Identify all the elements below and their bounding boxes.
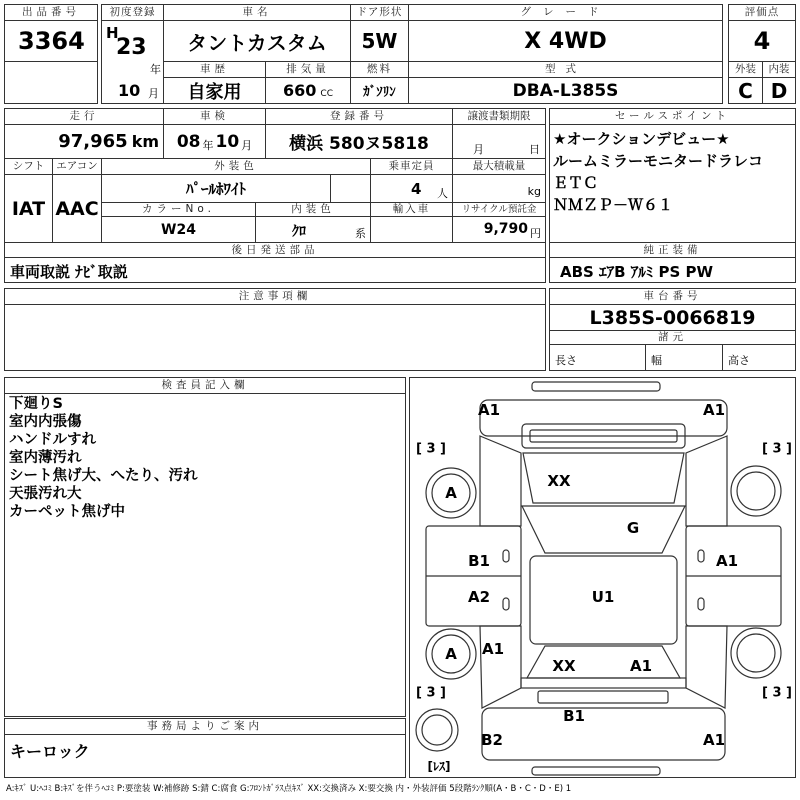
later-parts-label: 後日発送部品 [4, 242, 546, 258]
color-no-value: W24 [101, 216, 256, 243]
grade-value: X 4WD [408, 20, 723, 62]
interior-color-label: 内装色 [255, 202, 371, 217]
registration-year-unit: 年 [150, 63, 161, 76]
office-value: キーロック [10, 742, 90, 761]
door-label: ドア形状 [350, 4, 409, 21]
front-bar-shape [532, 382, 660, 391]
damage-windshield: G [626, 519, 640, 537]
first-registration-label: 初度登録 [101, 4, 164, 21]
lot-number-label: 出品番号 [4, 4, 98, 21]
inspector-line: シート焦げ大、へたり、汚れ [9, 468, 198, 484]
model-value: DBA-L385S [408, 77, 723, 104]
inspector-label: 検査員記入欄 [4, 377, 406, 394]
interior-color-cell [255, 216, 371, 243]
equipment-value: ABS ｴｱB ｱﾙﾐ PS PW [560, 263, 714, 281]
mileage-label: 走行 [4, 108, 164, 125]
spec-length-label: 長さ [555, 354, 577, 367]
capacity-label: 乗車定員 [370, 158, 453, 175]
recycle-value: 9,790 [483, 221, 528, 237]
capacity-cell [370, 174, 453, 203]
inspection-month-unit: 月 [241, 138, 253, 152]
inspection-label: 車検 [163, 108, 266, 125]
door-handle-front-right [698, 550, 704, 562]
front-fender-right-shape [686, 436, 727, 526]
office-body [4, 734, 406, 778]
rear-bumper-shape [482, 708, 725, 760]
damage-wheel-front-left: A [445, 484, 457, 502]
inspector-line: 室内薄汚れ [9, 450, 82, 466]
mileage-unit: km [131, 132, 159, 151]
exterior-grade-value: C [728, 77, 763, 104]
spec-height-cell [722, 344, 796, 371]
inspection-cell [163, 124, 266, 159]
score-label: 評価点 [728, 4, 796, 21]
interior-grade-label: 内装 [762, 61, 796, 78]
damage-hood: XX [547, 472, 571, 490]
sales-point-line: ＮＭＺＰ－Ｗ６１ [553, 196, 674, 214]
interior-color-unit: 系 [355, 227, 366, 240]
plate-label: 登録番号 [265, 108, 453, 125]
sales-point-line: ルームミラーモニタードラレコ [553, 152, 764, 170]
inspector-line: 室内内張傷 [9, 414, 82, 430]
lot-blank-cell [4, 61, 98, 104]
damage-front-bumper-right: A1 [702, 401, 726, 419]
registration-month-unit: 月 [148, 87, 159, 100]
lot-number-cell [4, 20, 98, 62]
damage-rear-bumper-left: B2 [481, 731, 503, 749]
windshield-shape [522, 506, 685, 553]
score-value: 4 [728, 20, 796, 62]
damage-rear-hatch-right: A1 [629, 657, 653, 675]
inspector-body [4, 393, 406, 717]
sales-point-line: ★オークションデビュー★ [553, 130, 730, 148]
inspection-month: 10 [215, 131, 240, 152]
tire-rear-right-shape [731, 628, 781, 678]
damage-front-door-left: B1 [468, 552, 490, 570]
transfer-docs-cell [452, 124, 546, 159]
shift-value: IAT [4, 174, 53, 243]
transfer-docs-label: 譲渡書類期限 [452, 108, 546, 125]
lot-number-value: 3364 [18, 27, 85, 55]
displacement-unit: CC [320, 88, 333, 99]
equipment-label: 純正装備 [549, 242, 796, 258]
legend-text: A:ｷｽﾞ U:ﾍｺﾐ B:ｷｽﾞを伴うﾍｺﾐ P:要塗装 W:補修跡 S:錆 C:腐食 G:ﾌﾛﾝﾄｶﾞﾗｽ点ｷｽﾞ XX:交換済み X:要交換 内・外装評価 5段階ﾗﾝｸ順(A・B・C・D・E) 1 [6, 784, 572, 794]
car-name-value: タントカスタム [163, 20, 351, 62]
tread-front-left: [ 3 ] [416, 441, 446, 457]
exterior-grade-label: 外装 [728, 61, 763, 78]
chassis-label: 車台番号 [549, 288, 796, 305]
registration-year: 23 [116, 35, 147, 60]
sales-points-label: セールスポイント [549, 108, 796, 125]
rear-quarter-left-shape [480, 626, 521, 708]
rear-quarter-right-shape [686, 626, 727, 708]
registration-month: 10 [118, 81, 141, 100]
front-bumper-shape [477, 400, 727, 436]
aircon-label: エアコン [52, 158, 102, 175]
tire-rear-right-inner [737, 634, 775, 672]
rear-bar-shape [532, 767, 660, 775]
spare-tire-status: [ﾚｽ] [427, 759, 451, 774]
door-handle-rear-left [503, 598, 509, 610]
exterior-color-label: 外装色 [101, 158, 371, 175]
tire-front-right-inner [737, 472, 775, 510]
damage-diagram [409, 377, 796, 778]
later-parts-cell [4, 257, 546, 283]
fuel-label: 燃料 [350, 61, 409, 78]
chassis-value: L385S-0066819 [549, 304, 796, 331]
grade-label: グレード [408, 4, 723, 21]
exterior-color-value: ﾊﾟｰﾙﾎﾜｲﾄ [101, 174, 331, 203]
spec-length-cell [549, 344, 646, 371]
history-value: 自家用 [163, 77, 266, 104]
import-value-cell [370, 216, 453, 243]
model-label: 型式 [408, 61, 723, 78]
interior-color-value: ｸﾛ [292, 224, 306, 240]
damage-rear-glass: XX [552, 657, 576, 675]
history-label: 車歴 [163, 61, 266, 78]
recycle-cell [452, 216, 546, 243]
damage-rear-bumper-right: A1 [702, 731, 726, 749]
door-value: 5W [350, 20, 409, 62]
transfer-docs-month-unit: 月 [473, 143, 484, 156]
door-handle-front-left [503, 550, 509, 562]
first-registration-cell [101, 20, 164, 104]
capacity-unit: 人 [437, 187, 448, 200]
door-handle-rear-right [698, 598, 704, 610]
color-no-label: カラーNo. [101, 202, 256, 217]
car-name-label: 車名 [163, 4, 351, 21]
shift-label: シフト [4, 158, 53, 175]
damage-rear-quarter-left: A1 [481, 640, 505, 658]
capacity-value: 4 [411, 180, 422, 198]
damage-rear-door-left: A2 [467, 588, 491, 606]
equipment-cell [549, 257, 796, 283]
taillight-bar-shape [538, 691, 668, 703]
tread-front-right: [ 3 ] [762, 441, 792, 457]
interior-grade-value: D [762, 77, 796, 104]
sales-point-line: ＥＴＣ [553, 174, 599, 192]
later-parts-value: 車両取説 ﾅﾋﾞ取説 [10, 263, 128, 281]
recycle-label: リサイクル預託金 [452, 202, 546, 217]
inspector-line: カーペット焦げ中 [9, 504, 125, 520]
sales-points-body [549, 124, 796, 243]
tread-rear-right: [ 3 ] [762, 685, 792, 701]
tread-rear-left: [ 3 ] [416, 685, 446, 701]
displacement-value: 660 [283, 81, 317, 100]
inspector-line: ハンドルすれ [9, 432, 96, 448]
max-load-unit: kg [527, 185, 541, 198]
office-label: 事務局よりご案内 [4, 718, 406, 735]
specs-label: 諸元 [549, 330, 796, 345]
aircon-value: AAC [52, 174, 102, 243]
spare-tire-inner [422, 715, 452, 745]
damage-front-bumper-left: A1 [477, 401, 501, 419]
displacement-cell [265, 77, 351, 104]
damage-rear-panel: B1 [563, 707, 585, 725]
spec-height-label: 高さ [728, 354, 750, 367]
rear-glass-shape [527, 646, 680, 678]
damage-front-door-right: A1 [715, 552, 739, 570]
spec-width-cell [645, 344, 723, 371]
damage-roof: U1 [591, 588, 615, 606]
front-fender-left-shape [480, 436, 521, 526]
car-outline-svg [410, 378, 796, 778]
notes-label: 注意事項欄 [4, 288, 546, 305]
fuel-value: ｶﾞｿﾘﾝ [350, 77, 409, 104]
tire-front-right-shape [731, 466, 781, 516]
mileage-cell [4, 124, 164, 159]
max-load-label: 最大積載量 [452, 158, 546, 175]
inspector-line: 下廻りS [9, 396, 63, 412]
exterior-color-extra-cell [330, 174, 371, 203]
inspector-line: 天張汚れ大 [9, 486, 82, 502]
transfer-docs-day-unit: 日 [529, 143, 540, 156]
registration-era: H [106, 24, 119, 42]
recycle-unit: 円 [530, 227, 541, 240]
inspection-year-unit: 年 [202, 138, 214, 152]
damage-wheel-rear-left: A [445, 645, 457, 663]
import-label: 輸入車 [370, 202, 453, 217]
spec-width-label: 幅 [651, 354, 662, 367]
notes-body [4, 304, 546, 371]
mileage-value: 97,965 [58, 131, 128, 152]
plate-value: 横浜 580ヌ5818 [265, 124, 453, 159]
max-load-cell [452, 174, 546, 203]
inspection-year: 08 [176, 131, 201, 152]
displacement-label: 排気量 [265, 61, 351, 78]
rear-hatch-shape [521, 678, 686, 688]
